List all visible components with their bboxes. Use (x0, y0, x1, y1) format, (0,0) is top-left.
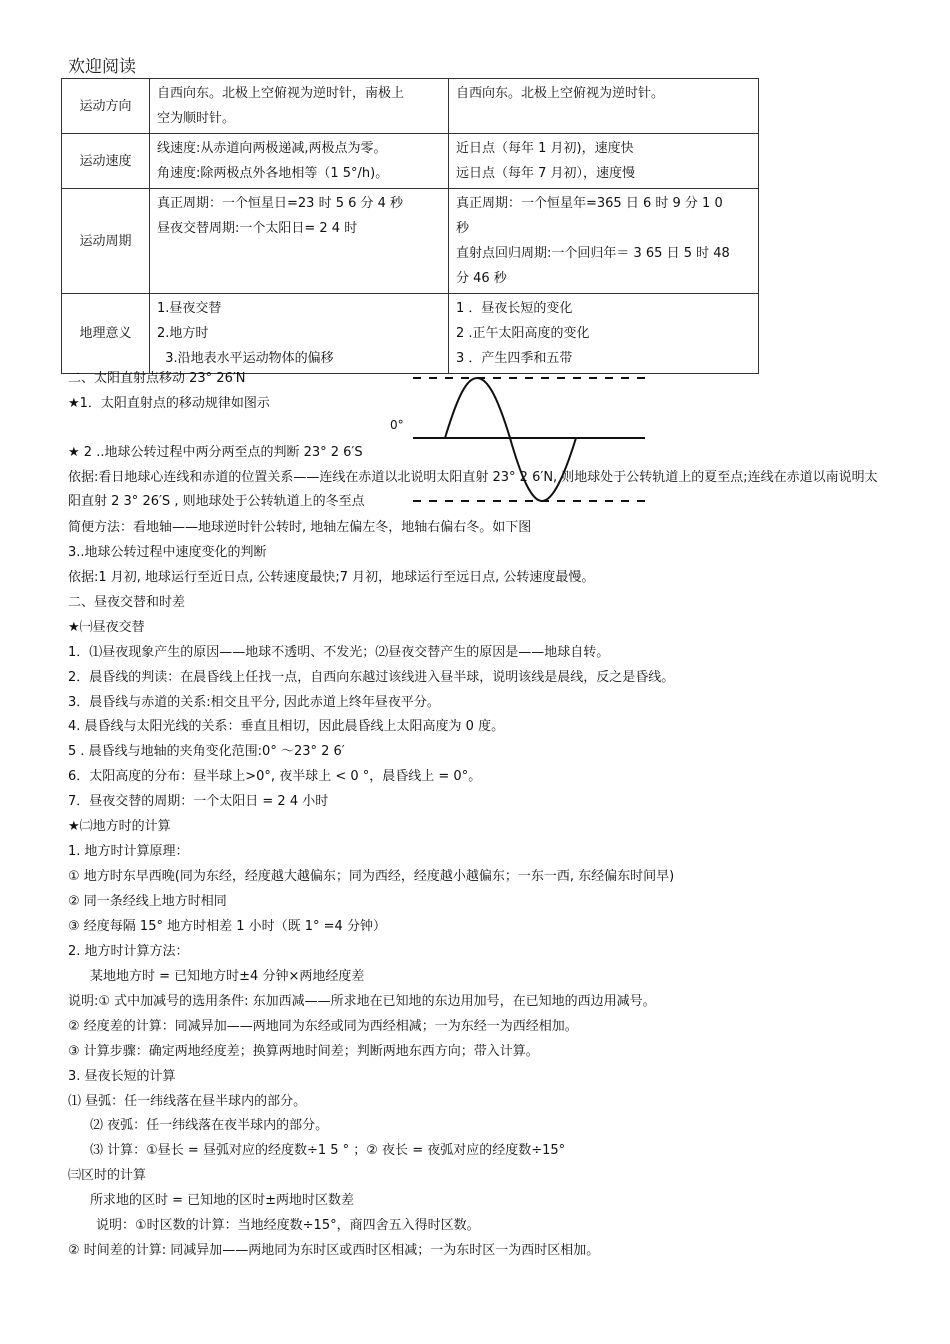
text-line: ② 经度差的计算：同减异加——两地同为东经或同为西经相减；一为东经一为西经相加。 (68, 1019, 578, 1034)
cell-line: 空为顺时针。 (157, 111, 236, 126)
text-line: ★1．太阳直射点的移动规律如图示 (68, 396, 270, 411)
text-line: 依据:1 月初, 地球运行至近日点, 公转速度最快;7 月初，地球运行至远日点, 公转速度最慢。 (68, 570, 595, 585)
cell-line: 1.昼夜交替 (157, 301, 222, 316)
text-line: ② 同一条经线上地方时相同 (68, 894, 227, 909)
text-line: 依据:看日地球心连线和赤道的位置关系——连线在赤道以北说明太阳直射 23° 2 6′N, 则地球处于公转轨道上的夏至点;连线在赤道以南说明太阳直射 2 3° 26′S , 则地球处于公转轨道上的冬至点 (68, 470, 878, 509)
text-line: ① 地方时东早西晚(同为东经，经度越大越偏东；同为西经，经度越小越偏东；一东一西, 东经偏东时间早) (68, 869, 675, 884)
cell-line: 真正周期：一个恒星日=23 时 5 6 分 4 秒 (157, 196, 404, 211)
row-label: 运动速度 (62, 134, 150, 189)
text-line: ③ 计算步骤：确定两地经度差；换算两地时间差；判断两地东西方向；带入计算。 (68, 1044, 539, 1059)
cell-line: 3 ．产生四季和五带 (456, 351, 573, 366)
text-line: 4. 晨昏线与太阳光线的关系：垂直且相切，因此晨昏线上太阳高度为 0 度。 (68, 719, 505, 734)
cell-line: 真正周期：一个恒星年=365 日 6 时 9 分 1 0 (456, 196, 723, 211)
text-line: 1．⑴昼夜现象产生的原因——地球不透明、不发光；⑵昼夜交替产生的原因是——地球自转。 (68, 645, 610, 660)
text-line: 所求地的区时 = 已知地的区时±两地时区数差 (90, 1193, 355, 1208)
cell-line: 自西向东。北极上空俯视为逆时针，南极上 (157, 86, 405, 101)
text-line: 3..地球公转过程中速度变化的判断 (68, 545, 267, 560)
cell-line: 1 ．昼夜长短的变化 (456, 301, 573, 316)
text-line: 5 . 晨昏线与地轴的夹角变化范围:0° ～23° 2 6′ (68, 744, 345, 759)
cell-line: 直射点回归周期:一个回归年＝ 3 65 日 5 时 48 (456, 246, 730, 261)
text-line: 说明：①时区数的计算：当地经度数÷15°，商四舍五入得时区数。 (96, 1218, 480, 1233)
cell-line: 昼夜交替周期:一个太阳日= 2 4 时 (157, 221, 358, 236)
text-line: ㈢区时的计算 (68, 1168, 147, 1183)
text-line: 简便方法：看地轴——地球逆时针公转时, 地轴左偏左冬，地轴右偏右冬。如下图 (68, 520, 532, 535)
text-line: ★㈠昼夜交替 (68, 620, 145, 635)
row-label: 地理意义 (62, 294, 150, 374)
cell-line: 分 46 秒 (456, 271, 507, 286)
text-line: ⑵ 夜弧：任一纬线落在夜半球内的部分。 (90, 1118, 329, 1133)
cell-line: 线速度:从赤道向两极递减,两极点为零。 (157, 141, 387, 156)
text-line: 7．昼夜交替的周期：一个太阳日 = 2 4 小时 (68, 794, 329, 809)
text-line: 1. 地方时计算原理： (68, 844, 189, 859)
text-line: 某地地方时 = 已知地方时±4 分钟×两地经度差 (90, 969, 365, 984)
text-line: ⑴ 昼弧：任一纬线落在昼半球内的部分。 (68, 1094, 307, 1109)
cell-line: 远日点（每年 7 月初），速度慢 (456, 166, 636, 181)
text-line: 2．晨昏线的判读：在晨昏线上任找一点，自西向东越过该线进入昼半球，说明该线是晨线，反之是昏线。 (68, 670, 675, 685)
cell-line: 角速度:除两极点外各地相等（1 5°/h)。 (157, 166, 389, 181)
text-line: ③ 经度每隔 15° 地方时相差 1 小时（既 1° =4 分钟） (68, 919, 386, 934)
text-line: 二、昼夜交替和时差 (68, 595, 186, 610)
cell-line: 秒 (456, 221, 470, 236)
text-line: ★㈡地方时的计算 (68, 819, 171, 834)
text-line: 3. 昼夜长短的计算 (68, 1069, 176, 1084)
text-line: 二、太阳直射点移动 23° 26′N (68, 371, 246, 386)
page-header: 欢迎阅读 (68, 57, 136, 77)
text-line: ★ 2 ..地球公转过程中两分两至点的判断 23° 2 6′S (68, 445, 363, 460)
cell-line: 近日点（每年 1 月初)，速度快 (456, 141, 634, 156)
cell-line: 3.沿地表水平运动物体的偏移 (157, 351, 334, 366)
text-line: 2. 地方时计算方法： (68, 944, 189, 959)
text-line: 说明:① 式中加减号的选用条件: 东加西减——所求地在已知地的东边用加号，在已知地的西边用减号。 (68, 994, 656, 1009)
text-line: ② 时间差的计算: 同减异加——两地同为东时区或西时区相减；一为东时区一为西时区相加。 (68, 1243, 600, 1258)
row-label: 运动周期 (62, 189, 150, 294)
cell-line: 2.地方时 (157, 326, 209, 341)
text-line: ⑶ 计算：①昼长 = 昼弧对应的经度数÷1 5 ° ；② 夜长 = 夜弧对应的经度数÷15° (90, 1143, 566, 1158)
text-line: 3．晨昏线与赤道的关系:相交且平分, 因此赤道上终年昼夜平分。 (68, 695, 440, 710)
row-label: 运动方向 (62, 79, 150, 134)
text-line: 6．太阳高度的分布：昼半球上>0°, 夜半球上 < 0 °，晨昏线上 = 0°。 (68, 769, 482, 784)
cell-line: 2 .正午太阳高度的变化 (456, 326, 590, 341)
cell-line: 自西向东。北极上空俯视为逆时针。 (456, 86, 665, 101)
equator-zero-label: 0° (390, 418, 404, 432)
